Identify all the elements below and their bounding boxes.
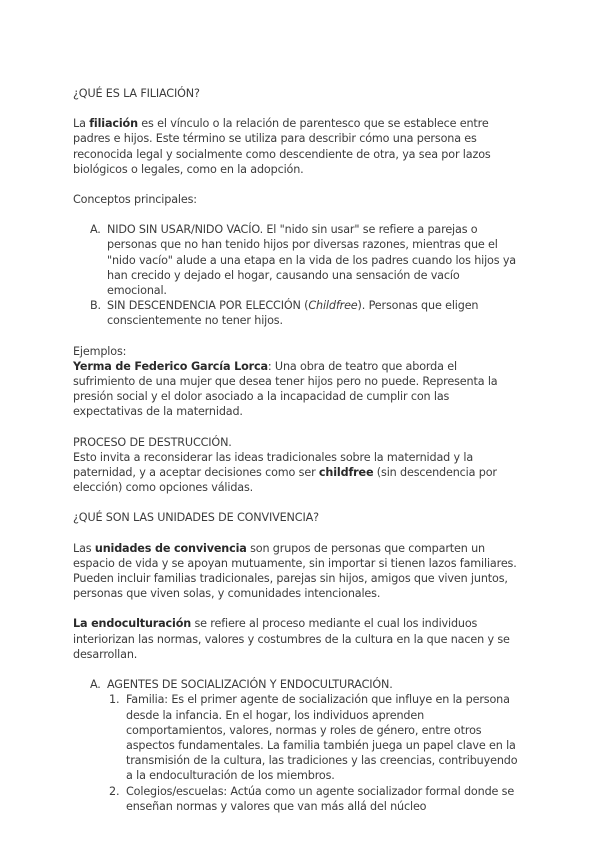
concepto-nido-text: NIDO SIN USAR/NIDO VACÍO. El "nido sin usar" se refiere a parejas o personas que no han tenido hijos por diversas razones, mientras que el "nido vacío" alude a una etapa en la vida de los padres cuando los hijos ya han crecido y dejado el hogar, causando una sensación de vacío emocional. <box>107 223 517 298</box>
list-item <box>73 677 520 814</box>
proceso-label: PROCESO DE DESTRUCCIÓN. <box>73 435 232 449</box>
ejemplo-yerma: Yerma de Federico García Lorca: Una obra de teatro que aborda el sufrimiento de una mujer que desea tener hijos pero no puede. Representa la presión social y el dolor asociado a la incapacidad de cumplir con las expectativas de la maternidad. <box>73 359 498 419</box>
agentes-sublist <box>107 692 520 814</box>
term-endoculturacion: La endoculturación <box>73 617 192 631</box>
list-marker: A. <box>90 678 101 692</box>
ejemplo-title: Yerma de Federico García Lorca <box>73 359 268 373</box>
list-marker: 2. <box>109 784 120 798</box>
proceso-section <box>73 435 520 496</box>
list-marker: 1. <box>109 693 120 707</box>
term-childfree: childfree <box>318 466 374 480</box>
list-marker: B. <box>90 299 101 313</box>
paragraph-endoculturacion: La endoculturación se refiere al proceso mediante el cual los individuos interiorizan las normas, valores y costumbres de la cultura en la que nacen y se desarrollan. <box>73 617 510 661</box>
list-item <box>73 784 520 814</box>
term-filiacion: filiación <box>89 117 138 131</box>
list-marker: A. <box>90 223 101 237</box>
paragraph-unidades: Las unidades de convivencia son grupos de personas que comparten un espacio de vida y se apoyan mutuamente, sin importar si tienen lazos familiares. Pueden incluir familias tradicionales, parejas sin hijos, amigos que viven juntos, personas que viven solas, y comunidades intencionales. <box>73 541 517 601</box>
heading-filiacion: ¿QUÉ ES LA FILIACIÓN? <box>73 87 200 100</box>
heading-unidades: ¿QUÉ SON LAS UNIDADES DE CONVIVENCIA? <box>73 511 319 525</box>
agentes-list <box>73 677 520 814</box>
list-item <box>73 298 520 328</box>
agentes-label: AGENTES DE SOCIALIZACIÓN Y ENDOCULTURACIÓN. <box>107 678 393 692</box>
ejemplos-label: Ejemplos: <box>73 344 127 358</box>
list-item <box>73 692 520 783</box>
proceso-text: Esto invita a reconsiderar las ideas tradicionales sobre la maternidad y la paternidad, y a aceptar decisiones como ser childfree (sin descendencia por elección) como opciones válidas. <box>73 450 497 495</box>
paragraph-filiacion: La filiación es el vínculo o la relación de parentesco que se establece entre padres e hijos. Este término se utiliza para describir cómo una persona es reconocida legal y socialmente como descendiente de otra, ya sea por lazos biológicos o legales, como en la adopción. <box>73 117 491 176</box>
agente-familia-text: Familia: Es el primer agente de socialización que influye en la persona desde la infancia. En el hogar, los individuos aprenden comportamientos, valores, normas y roles de género, entre otros aspectos fundamentales. La familia también juega un papel clave en la transmisión de la cultura, las tradiciones y las creencias, contribuyendo a la endoculturación de los miembros. <box>126 693 518 783</box>
conceptos-list <box>73 222 520 328</box>
agente-colegios-text: Colegios/escuelas: Actúa como un agente socializador formal donde se enseñan normas y valores que van más allá del núcleo <box>126 784 515 813</box>
conceptos-label: Conceptos principales: <box>73 193 197 207</box>
term-unidades: unidades de convivencia <box>94 541 247 555</box>
list-item <box>73 222 520 298</box>
concepto-childfree-text: SIN DESCENDENCIA POR ELECCIÓN (Childfree). Personas que eligen conscientemente no tener hijos. <box>107 299 479 328</box>
ejemplos-section <box>73 344 520 420</box>
